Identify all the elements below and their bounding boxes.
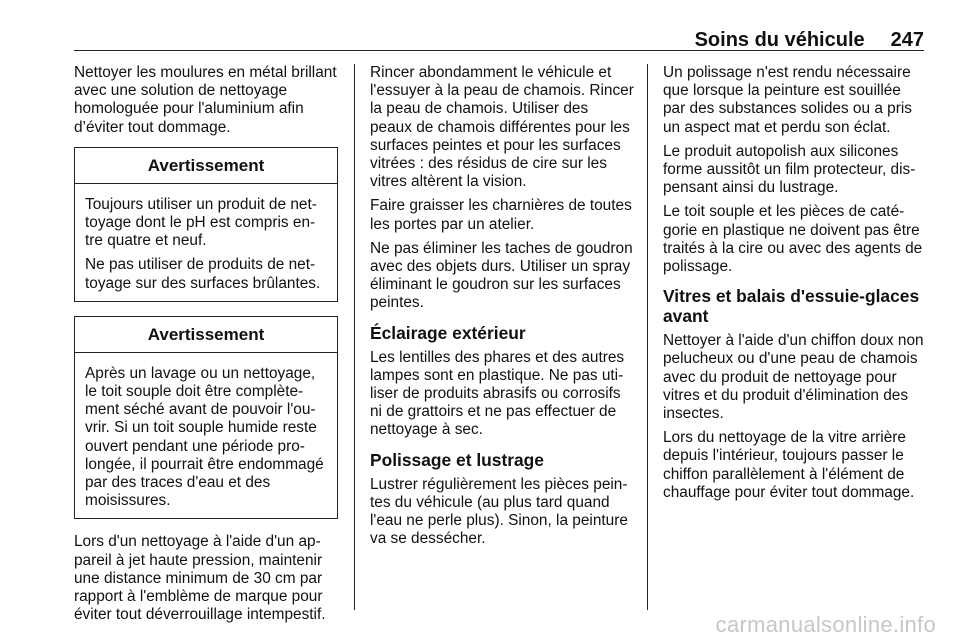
column-divider — [647, 64, 648, 610]
paragraph: Nettoyer à l'aide d'un chiffon doux non pelucheux ou d'une peau de chamois avec du produit de nettoyage pour vitres et du produit d'élimination des insectes. — [663, 332, 924, 423]
paragraph: Le produit autopolish aux silicones forme aussitôt un film protecteur, dispensant ainsi du lustrage. — [663, 142, 916, 197]
paragraph: Rincer abondamment le véhicule et l'essuyer à la peau de chamois. Rincer la peau de chamois. Utiliser des peaux de chamois différentes pour les surfaces peintes et pour les surfaces vitrées : des résidus de cire sur les vitres altèrent la vision. — [370, 64, 634, 191]
section-heading: Éclairage extérieur — [370, 322, 526, 343]
warning-box — [74, 316, 338, 520]
paragraph: Lustrer régulièrement les pièces peintes du véhicule (au plus tard quand l'eau ne perle plus). Sinon, la peinture va se dessécher. — [370, 475, 628, 548]
section-title: Soins du véhicule — [694, 29, 865, 51]
paragraph: Ne pas éliminer les taches de goudron avec des objets durs. Utiliser un spray éliminant le goudron sur les surfaces peintes. — [370, 239, 633, 312]
section-heading: Polissage et lustrage — [370, 449, 544, 470]
warning-text: Toujours utiliser un produit de nettoyage dont le pH est compris entre quatre et neuf. — [85, 195, 317, 250]
warning-body — [75, 184, 337, 301]
paragraph: Lors d'un nettoyage à l'aide d'un appareil à jet haute pression, maintenir une distance minimum de 30 cm par rapport à l'emblème de marque pour éviter tout déverrouillage intempestif. — [74, 533, 326, 624]
paragraph: Lors du nettoyage de la vitre arrière depuis l'intérieur, toujours passer le chiffon parallèlement à l'élément de chauffage pour éviter tout dommage. — [663, 429, 915, 501]
watermark: carmanualsonline.info — [715, 612, 936, 637]
warning-title: Avertissement — [75, 148, 337, 184]
warning-text: Ne pas utiliser de produits de nettoyage sur des surfaces brûlantes. — [85, 256, 321, 292]
column-divider — [354, 64, 355, 610]
page-number: 247 — [890, 29, 924, 51]
warning-title: Avertissement — [75, 317, 337, 353]
column-right — [663, 64, 927, 508]
paragraph: Nettoyer les moulures en métal brillant avec une solution de nettoyage homologuée pour l'aluminium afin d’éviter tout dommage. — [74, 64, 337, 136]
column-middle — [370, 64, 634, 554]
section-heading: Vitres et balais d'essuie-glaces avant — [663, 286, 920, 327]
warning-body — [75, 353, 337, 519]
paragraph: Les lentilles des phares et des autres lampes sont en plastique. Ne pas utiliser de produits abrasifs ou corrosifs ni de grattoirs et ne pas effectuer de nettoyage à sec. — [370, 348, 625, 439]
header-rule — [74, 50, 924, 51]
page-header — [0, 28, 924, 52]
paragraph: Faire graisser les charnières de toutes les portes par un atelier. — [370, 197, 632, 233]
paragraph: Un polissage n'est rendu nécessaire que lorsque la peinture est souillée par des substances solides ou a pris un aspect mat et perdu son éclat. — [663, 64, 912, 136]
warning-text: Après un lavage ou un nettoyage, le toit souple doit être complètement séché avant de pouvoir l'ouvrir. Si un toit souple humide reste ouvert pendant une période prolongée, il pourrait être endommagé par des traces d'eau et des moisissures. — [85, 364, 324, 510]
column-left — [74, 64, 338, 630]
paragraph: Le toit souple et les pièces de catégorie en plastique ne doivent pas être traités à la cire ou avec des agents de polissage. — [663, 203, 923, 276]
warning-box — [74, 147, 338, 302]
